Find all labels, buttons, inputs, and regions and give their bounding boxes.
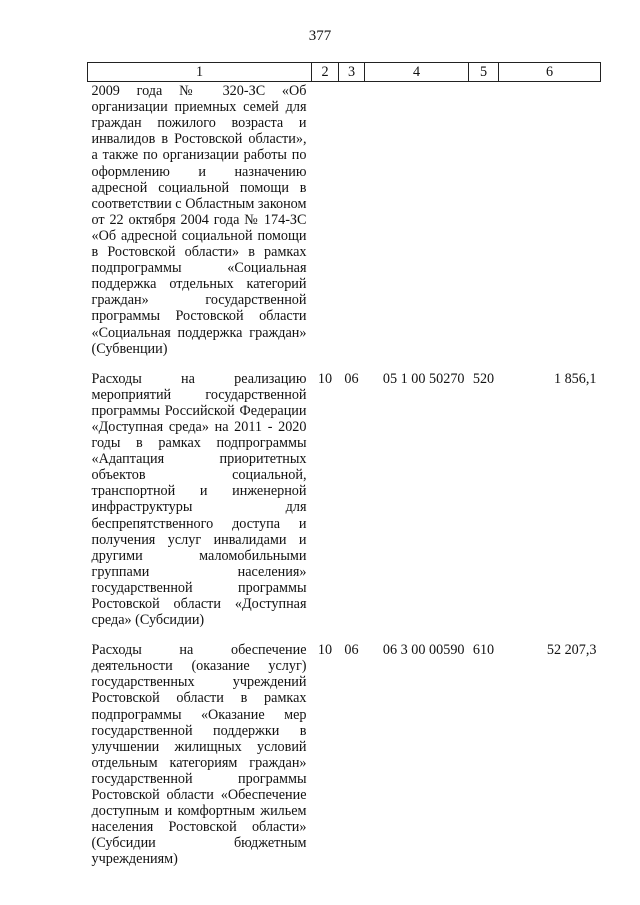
column-header-3: 3 <box>339 63 365 82</box>
row-amount: 1 856,1 <box>553 370 597 387</box>
column-header-5: 5 <box>469 63 499 82</box>
row-description: 2009 года № 320-ЗС «Об организации приемных семей для граждан пожилого возраста и инвалидов в Ростовской области», а также по организации работы по оформлению и назначению адресной социальной помощи в соответствии с Областным законом от 22 октября 2004 года № 174-ЗС «Об адресной социальной помощи в Ростовской области» в рамках подпрограммы «Социальная поддержка отдельных категорий граждан» государственной программы Ростовской области «Социальная поддержка граждан» (Субвенции) <box>91 83 307 357</box>
row-section-code: 10 <box>317 642 333 659</box>
budget-table <box>87 62 601 868</box>
row-amount <box>499 82 601 357</box>
row-target-article: 05 1 00 50270 <box>382 370 465 387</box>
column-header-1: 1 <box>88 63 312 82</box>
row-target-article: 06 3 00 00590 <box>382 642 465 659</box>
row-subsection-code <box>339 82 365 357</box>
row-section-code: 10 <box>317 370 333 387</box>
row-amount: 52 207,3 <box>546 642 597 659</box>
table-row <box>88 82 601 357</box>
table-row <box>88 628 601 867</box>
row-description: Расходы на реализацию мероприятий государственной программы Российской Федерации «Доступная среда» на 2011 - 2020 годы в рамках подпрограммы «Адаптация приоритетных объектов социальной, транспортной и инженерной инфраструктуры для беспрепятственного доступа и получения услуг инвалидами и другими маломобильными группами населения» государственной программы Ростовской области «Доступная среда» (Субсидии) <box>91 370 307 629</box>
row-section-code <box>312 82 339 357</box>
table-row <box>88 357 601 629</box>
page-number: 377 <box>308 28 332 44</box>
row-subsection-code: 06 <box>344 642 359 659</box>
column-header-6: 6 <box>499 63 601 82</box>
row-expense-type: 610 <box>472 642 495 659</box>
row-target-article <box>365 82 469 357</box>
header-row <box>88 63 601 82</box>
column-header-4: 4 <box>365 63 469 82</box>
column-header-2: 2 <box>312 63 339 82</box>
row-description: Расходы на обеспечение деятельности (оказание услуг) государственных учреждений Ростовской области в рамках подпрограммы «Оказание мер государственной поддержки в улучшении жилищных условий отдельным категориям граждан» государственной программы Ростовской области «Обеспечение доступным и комфортным жильем населения Ростовской области» (Субсидии бюджетным учреждениям) <box>91 642 307 868</box>
row-expense-type: 520 <box>472 370 495 387</box>
row-expense-type <box>469 82 499 357</box>
row-subsection-code: 06 <box>344 370 359 387</box>
